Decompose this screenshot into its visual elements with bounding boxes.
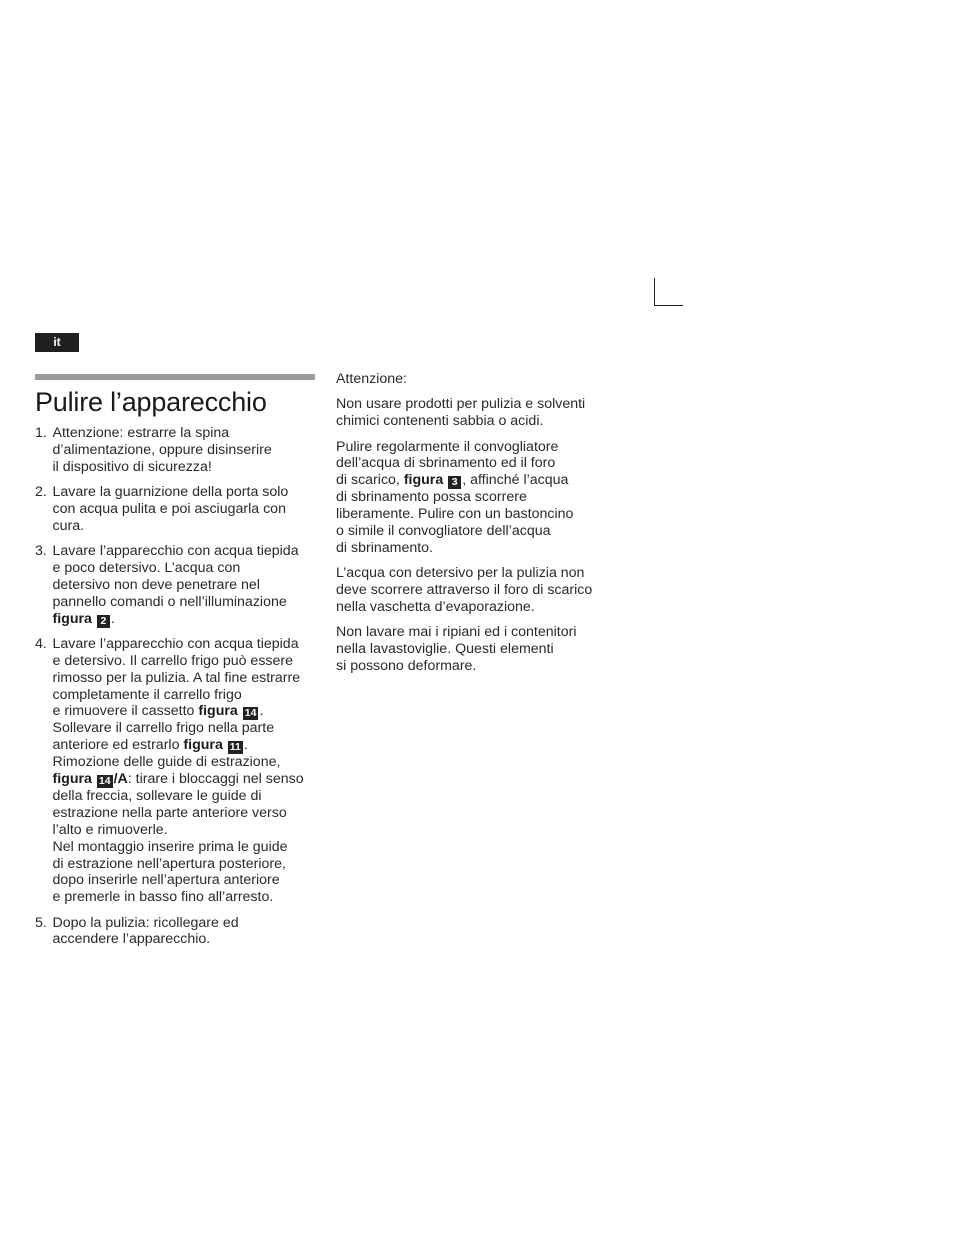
text-line: Non usare prodotti per pulizia e solventi: [336, 396, 586, 413]
text-line: della freccia, sollevare le guide di: [52, 788, 262, 805]
text-line: si possono deformare.: [336, 658, 477, 674]
text-line: il dispositivo di sicurezza!: [52, 458, 212, 475]
text-fragment: e rimuovere il cassetto: [52, 703, 199, 720]
text-line: deve scorrere attraverso il foro di scarico: [336, 582, 593, 599]
text-line: Nel montaggio inserire prima le guide: [52, 838, 288, 855]
text-fragment: : tirare i bloccaggi nel senso: [127, 771, 304, 788]
text-fragment: anteriore ed estrarlo: [52, 737, 184, 754]
text-line: cura.: [52, 517, 85, 534]
text-fragment: , affinché l’acqua: [462, 472, 569, 489]
figure-number-badge: 11: [229, 741, 241, 754]
text-line: Lavare l’apparecchio con acqua tiepida: [52, 636, 299, 653]
text-line: Attenzione:: [336, 371, 407, 387]
instruction-list: [35, 425, 320, 957]
figure-number-badge: 3: [448, 476, 461, 489]
figure-number-badge: 14: [244, 707, 257, 720]
list-item: [35, 425, 320, 476]
figure-suffix: /A: [113, 771, 128, 788]
paragraph: [336, 565, 621, 616]
list-number: 5.: [35, 914, 47, 931]
figure-label: figura: [198, 703, 238, 720]
figure-label: figura: [183, 737, 223, 754]
text-line: Attenzione: estrarre la spina: [52, 425, 230, 441]
text-line: liberamente. Pulire con un bastoncino: [336, 506, 574, 523]
list-item: [35, 915, 320, 949]
punctuation: .: [110, 610, 115, 627]
text-line: L’acqua con detersivo per la pulizia non: [336, 565, 585, 582]
text-line: estrazione nella parte anteriore verso: [52, 804, 287, 821]
text-line: Lavare l’apparecchio con acqua tiepida: [52, 543, 299, 560]
text-line: dell’acqua di sbrinamento ed il foro: [336, 455, 556, 472]
text-line: accendere l’apparecchio.: [52, 931, 211, 948]
crop-mark: [654, 278, 683, 306]
punctuation: .: [243, 737, 248, 754]
text-line: dopo inserirle nell’apertura anteriore: [52, 872, 280, 889]
section-title: Pulire l’apparecchio: [35, 387, 267, 417]
list-item: [35, 484, 320, 535]
list-number: 3.: [35, 543, 47, 560]
text-line: e detersivo. Il carrello frigo può essere: [52, 652, 294, 669]
text-line: Pulire regolarmente il convogliatore: [336, 438, 559, 455]
text-line: di estrazione nell’apertura posteriore,: [52, 855, 286, 872]
figure-label: figura: [52, 771, 92, 788]
text-line: Rimozione delle guide di estrazione,: [52, 754, 281, 771]
text-line: [53, 611, 321, 628]
figure-number-badge: 14: [98, 775, 111, 788]
text-line: [336, 472, 621, 489]
text-line: d’alimentazione, oppure disinserire: [52, 441, 272, 458]
text-line: Sollevare il carrello frigo nella parte: [52, 720, 275, 737]
text-line: Lavare la guarnizione della porta solo: [52, 484, 289, 501]
text-line: e premerle in basso fino all’arresto.: [52, 889, 274, 906]
text-line: [53, 771, 321, 788]
title-rule: [35, 374, 315, 380]
text-line: chimici contenenti sabbia o acidi.: [336, 413, 544, 430]
text-line: o simile il convogliatore dell’acqua: [336, 523, 551, 539]
list-number: 4.: [35, 636, 47, 653]
text-line: detersivo non deve penetrare nel: [52, 576, 260, 593]
text-line: [53, 703, 321, 720]
text-fragment: di scarico,: [336, 472, 404, 489]
notes-column: [336, 371, 621, 683]
text-line: pannello comandi o nell’illuminazione: [52, 593, 287, 610]
text-line: con acqua pulita e poi asciugarla con: [52, 500, 286, 517]
paragraph: [336, 371, 621, 388]
text-line: nella lavastoviglie. Questi elementi: [336, 641, 554, 658]
text-line: di sbrinamento possa scorrere: [336, 489, 527, 506]
paragraph: [336, 439, 621, 557]
text-line: Non lavare mai i ripiani ed i contenitori: [336, 624, 577, 641]
list-item: [35, 636, 320, 906]
figure-label: figura: [52, 610, 92, 627]
text-line: completamente il carrello frigo: [52, 686, 242, 703]
figure-label: figura: [403, 472, 444, 489]
list-item: [35, 543, 320, 627]
list-number: 1.: [35, 425, 47, 441]
text-line: rimosso per la pulizia. A tal fine estrarre: [52, 669, 301, 686]
paragraph: [336, 396, 621, 430]
text-line: di sbrinamento.: [336, 539, 433, 556]
text-line: [53, 737, 321, 754]
language-tab: it: [35, 333, 79, 352]
text-line: Dopo la pulizia: ricollegare ed: [52, 914, 239, 931]
punctuation: .: [259, 703, 264, 720]
text-line: nella vaschetta d’evaporazione.: [336, 598, 535, 615]
text-line: l’alto e rimuoverle.: [52, 821, 168, 838]
figure-number-badge: 2: [97, 615, 110, 628]
text-line: e poco detersivo. L’acqua con: [52, 560, 241, 576]
list-number: 2.: [35, 484, 47, 501]
paragraph: [336, 624, 621, 675]
